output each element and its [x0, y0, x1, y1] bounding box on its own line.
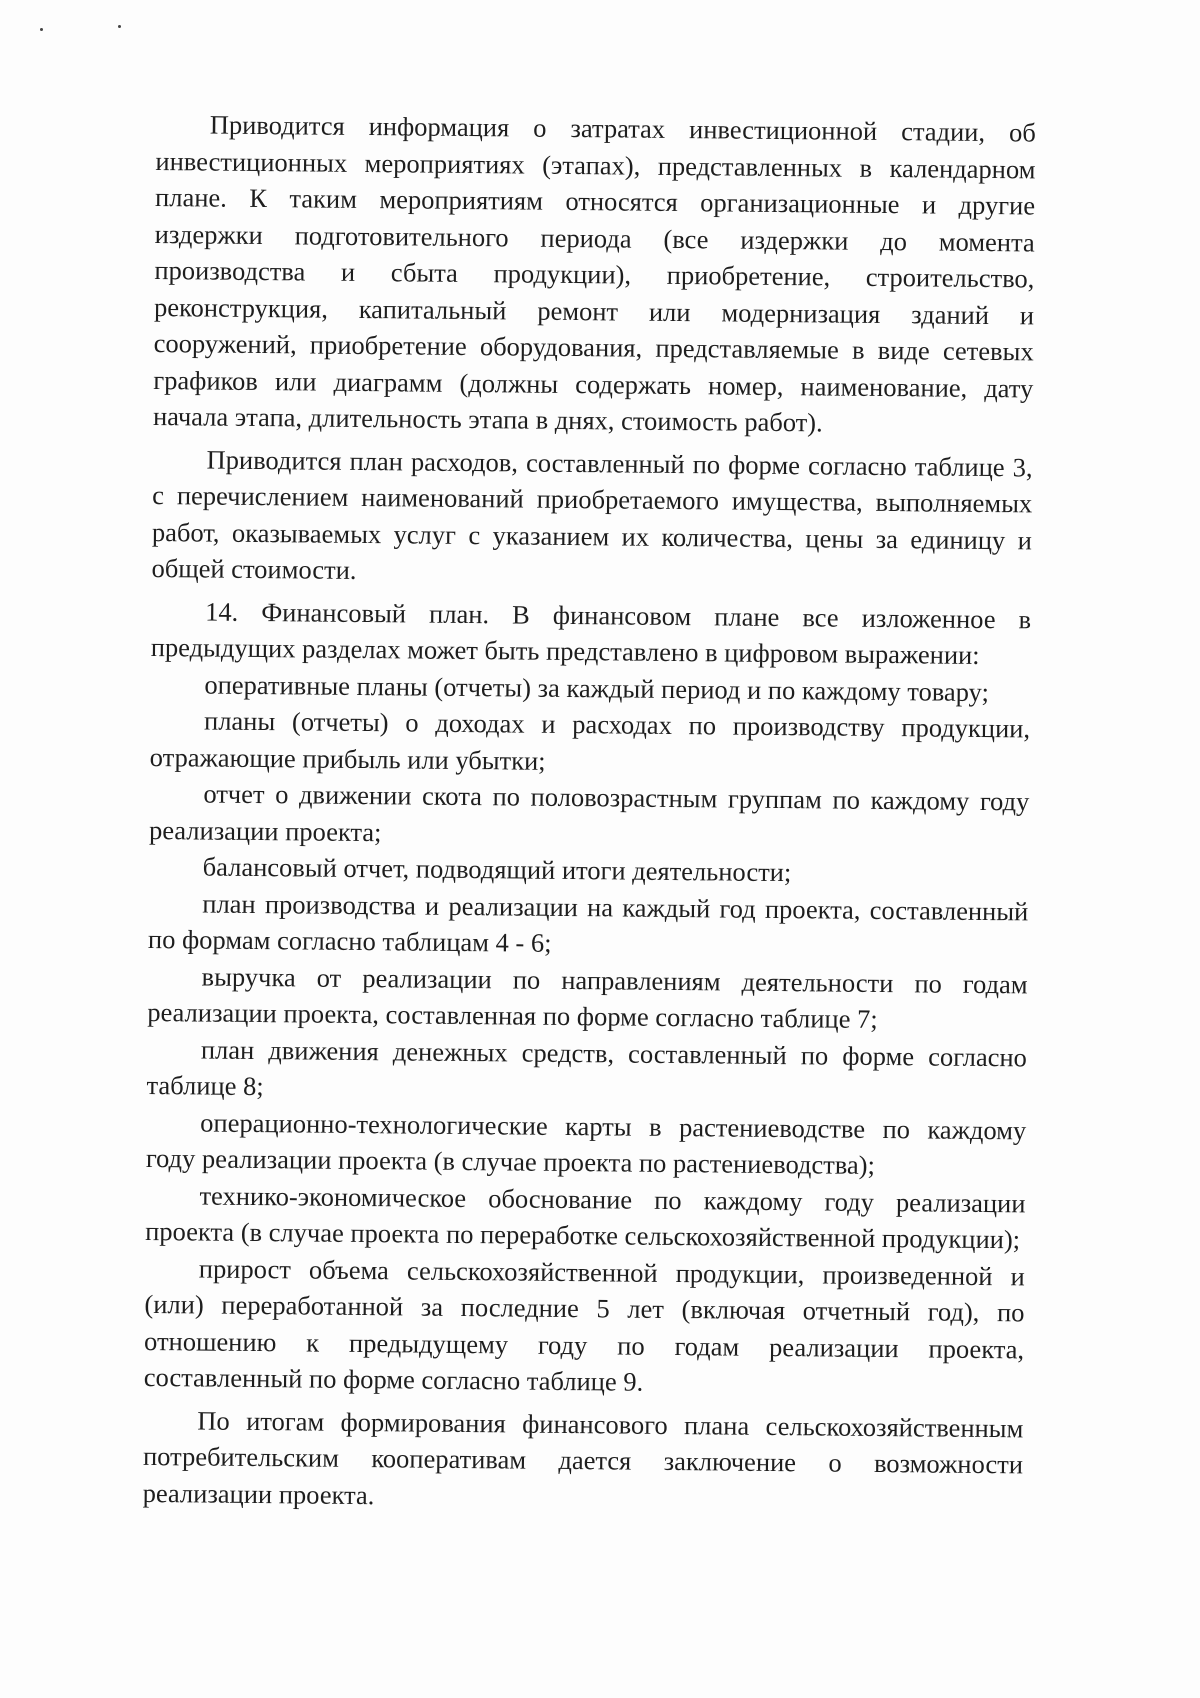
- list-item: операционно-технологические карты в растениеводстве по каждому году реализации проекта (в случае проекта по растениеводства);: [145, 1106, 1027, 1180]
- list-item: отчет о движении скота по половозрастным группам по каждому году реализации проекта;: [148, 778, 1030, 847]
- list-item: балансовый отчет, подводящий итоги деятельности;: [202, 851, 792, 888]
- paragraph-investment-costs: Приводится информация о затратах инвестиционной стадии, об инвестиционных мероприятиях (этапах), представленных в календарном плане. К таким мероприятиям относятся организационные и другие издержки подготовительного периода (все издержки до момента производства и сбыта продукции), приобретение, строительство, реконструкция, капитальный ремонт или модернизация зданий и сооружений, приобретение оборудования, представляемые в виде сетевых графиков или диаграмм (должны содержать номер, наименование, дату начала этапа, длительность этапа в днях, стоимость работ).: [152, 109, 1036, 438]
- list-item: планы (отчеты) о доходах и расходах по производству продукции, отражающие прибыль или убытки;: [149, 705, 1031, 776]
- list-item: план производства и реализации на каждый год проекта, составленный по формам согласно таблицам 4 - 6;: [147, 887, 1029, 958]
- paragraph-financial-plan-heading: 14. Финансовый план. В финансовом плане все изложенное в предыдущих разделах может быть представлено в цифровом выражении:: [150, 595, 1032, 670]
- paragraph-expense-plan: Приводится план расходов, составленный по форме согласно таблице 3, с перечислением наименований приобретаемого имущества, выполняемых работ, оказываемых услуг с указанием их количества, цены за единицу и общей стоимости.: [151, 444, 1033, 585]
- list-item: план движения денежных средств, составленный по форме согласно таблице 8;: [146, 1033, 1028, 1102]
- scan-speck: [118, 25, 121, 28]
- list-item: технико-экономическое обоснование по каждому году реализации проекта (в случае проекта по переработке сельскохозяйственной продукции);: [145, 1179, 1026, 1255]
- paragraph-conclusion: По итогам формирования финансового плана сельскохозяйственным потребительским кооперативам дается заключение о возможности реализации проекта.: [142, 1404, 1024, 1510]
- list-item: прирост объема сельскохозяйственной продукции, произведенной и (или) переработанной за последние 5 лет (включая отчетный год), по отношению к предыдущему году по годам реализации проекта, составленный по форме согласно таблице 9.: [143, 1252, 1025, 1397]
- list-item: оперативные планы (отчеты) за каждый период и по каждому товару;: [204, 668, 990, 707]
- document-body: [143, 106, 1036, 1519]
- scan-speck: [40, 28, 43, 31]
- list-item: выручка от реализации по направлениям деятельности по годам реализации проекта, составленная по форме согласно таблице 7;: [147, 960, 1028, 1034]
